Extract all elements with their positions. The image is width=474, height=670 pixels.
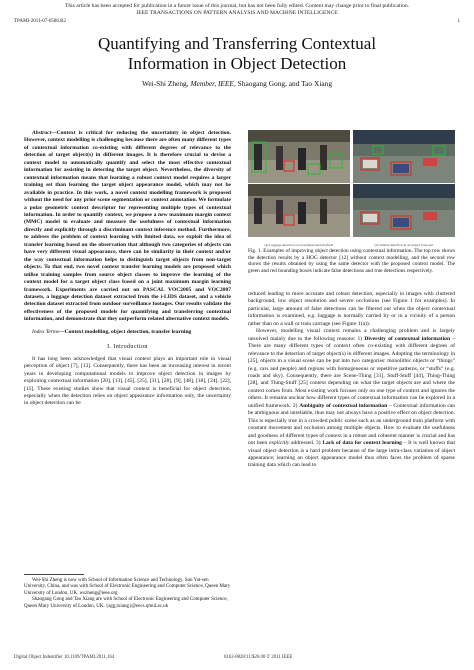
notice-line-1: This article has been accepted for publication in a future issue of this journal, but has not been fully edited. Content may change prior to final publication. (64, 3, 410, 9)
figure-caption: Fig. 1. Examples of improving object detection using contextual information. The top row shows the detection results by a HOG detector [12] without context modelling, and the second row shows the results obtained by using the same detector with the proposed context model. The green and red bounding boxes indicate false detections and true detections respectively. (248, 248, 455, 274)
right-paragraph-2 (248, 328, 455, 470)
panel-caption-a: (a) Luggage detection on an underground platform (264, 243, 334, 247)
notice-line-2: IEEE TRANSACTIONS ON PATTERN ANALYSIS AND MACHINE INTELLIGENCE (136, 9, 338, 16)
right-column (248, 291, 455, 470)
footnote-affiliation-1: Wei-Shi Zheng is now with School of Information Science and Technology, Sun Yat-sen University, China, and was with School of Electronic Engineering and Computer Science, Queen Mary University of London, UK. wszheng@ieee.org (24, 578, 231, 596)
footnote-rule (24, 574, 84, 575)
paper-title (0, 34, 474, 74)
author-list (0, 79, 474, 88)
abstract (24, 130, 231, 324)
footnote (24, 574, 231, 610)
p2-end: – It is well known that visual object detection is a hard problem because of the large intra-class variation of object appearance; learning an object appearance model thus often faces the problem of sparse training data which can lead to (248, 440, 456, 469)
luggage-detection-image (248, 130, 350, 237)
manuscript-id: TPAMI-2011-07-0586.R2 (14, 19, 66, 24)
index-terms (24, 329, 231, 336)
abstract-label: Abstract (32, 130, 52, 136)
title-line-2: Information in Object Detection (127, 54, 347, 73)
author-part-2: Shaogang Gong, and Tao Xiang (237, 79, 333, 88)
introduction-paragraph: It has long been acknowledged that visual context plays an important role in visual perception of object [7], [13]. Consequently, there has been an increasing interest in recent years in developing computational models to improve object detection in images by exploiting contextual information [20], [13], [45], [25], [31], [28], [9], [48], [18], [24], [22], [15]. These existing studies show that visual context is beneficial for object detection, especially when the detection relies on object appearance information only, the uncertainty in object detection can be (24, 355, 231, 407)
p2-point-3: Lack of data for context learning (322, 440, 402, 447)
p2-emphasis: explicitly (268, 440, 290, 447)
figure-panel-vehicle (353, 130, 455, 237)
page-footer (14, 655, 460, 660)
right-paragraph-1: reduced leading to more accurate and robust detection, especially in images with cluttered background, low object resolution and severe occlusions (see Figure 1 for examples). In particular, large amount of false detections can be filtered out when the object contextual information is examined, e.g. luggage is normally carried by or in a vicinity of a person rather than on a wall or train carriage (see Figure 1(a)). (248, 291, 455, 327)
index-terms-text: —Context modelling, object detection, transfer learning (59, 328, 192, 335)
footnote-affiliation-2: Shaogang Gong and Tao Xiang are with School of Electronic Engineering and Computer Science, Queen Mary University of London, UK. {sgg,txiang}@eecs.qmul.ac.uk (24, 597, 228, 609)
page-number: 1 (457, 19, 460, 24)
p2-point-1: Diversity of contextual information (364, 335, 451, 342)
p2-point-2: Ambiguity of contextual information (299, 402, 388, 409)
p2-body-1: – There are many different types of context often co-existing with different degrees of relevance to the detection of target object(s) in different images. Adopting the terminology in [25], objects in a visual scene can be put into two categories: monolithic objects or “things” (e.g. cars and people) and regions with homogeneous or repetitive patterns, or “stuffs” (e.g. roads and sky). Consequently, there are Scene-Thing [31], Stuff-Stuff [44], Thing-Thing [28], and Thing-Stuff [25] context depending on what the target objects are and where the context comes from. Most existing work focuses only on one type of context and ignores the others. It remains unclear how different types of contextual information can be explored in a unified framework. 2) (248, 335, 455, 409)
abstract-text: —Context is critical for reducing the uncertainty in object detection. However, context modelling is challenging because there are often many different types of contextual information co-existing with different degrees of relevance to the detection of target object(s) in different images. It is therefore crucial to devise a context model to automatically quantify and select the most effective contextual information for assisting in detecting the target object. Nevertheless, the diversity of contextual information means that learning a robust context model requires a larger training set than learning the target object appearance model, which may not be available in practice. In this work, a novel context modelling framework is proposed without the need for any prior scene segmentation or context annotation. We formulate a polar geometric context descriptor for representing multiple types of contextual information. In order to quantify context, we propose a new maximum margin context (MMC) model to evaluate and measure the usefulness of contextual information directly and explicitly through a discriminant context inference method. Furthermore, to address the problem of context learning with limited data, we exploit the idea of transfer learning based on the observation that although two categories of objects can have very different visual appearance, there can be similarity in their context and/or the way contextual information helps to distinguish target objects from non-target objects. To that end, two novel context transfer learning models are proposed which utilise training samples from source object classes to improve the learning of the context model for a target object class based on a joint maximum margin learning framework. Experiments are carried out on PASCAL VOC2005 and VOC2007 datasets, a luggage detection dataset extracted from the i-LIDS dataset, and a vehicle detection dataset extracted from outdoor surveillance footages. Our results validate the effectiveness of the proposed models for quantifying and transferring contextual information, and demonstrate that they outperform related alternative context models. (24, 130, 231, 323)
author-part-1: Wei-Shi Zheng, (141, 79, 189, 88)
panel-caption-b: (b) Vehicle detection in an airport forecourt (374, 243, 434, 247)
doi-text: Digital Object Indentifier 10.1109/TPAMI.2011.164 (14, 655, 115, 660)
running-header (14, 19, 460, 24)
figure-1 (248, 130, 455, 247)
p2-body-3: addressed. 3) (289, 440, 321, 447)
section-heading-introduction: I. Introduction (107, 344, 148, 351)
index-terms-label: Index Terms (32, 328, 60, 335)
figure-panel-luggage (248, 130, 350, 237)
author-membership: Member, IEEE, (190, 79, 236, 88)
title-line-1: Quantifying and Transferring Contextual (97, 34, 377, 53)
prepublication-notice (0, 3, 474, 16)
vehicle-detection-image (353, 130, 455, 237)
p2-body-2: – Contextual information can be ambiguous and unreliable, thus may not always have a positive effect on object detection. This is especially true in a crowded public scene such as an underground train platform with constant movement and occlusion among multiple objects. How to evaluate the usefulness and goodness of different types of context in a robust and coherent manner is crucial and has not been (248, 402, 456, 447)
copyright-text: 0162-8828/11/$26.00 © 2011 IEEE (224, 655, 293, 660)
left-column (24, 130, 231, 408)
p2-start: However, modelling visual context remains a challenging problem and is largely unsolved mainly due to the following reasons: 1) (248, 328, 455, 342)
